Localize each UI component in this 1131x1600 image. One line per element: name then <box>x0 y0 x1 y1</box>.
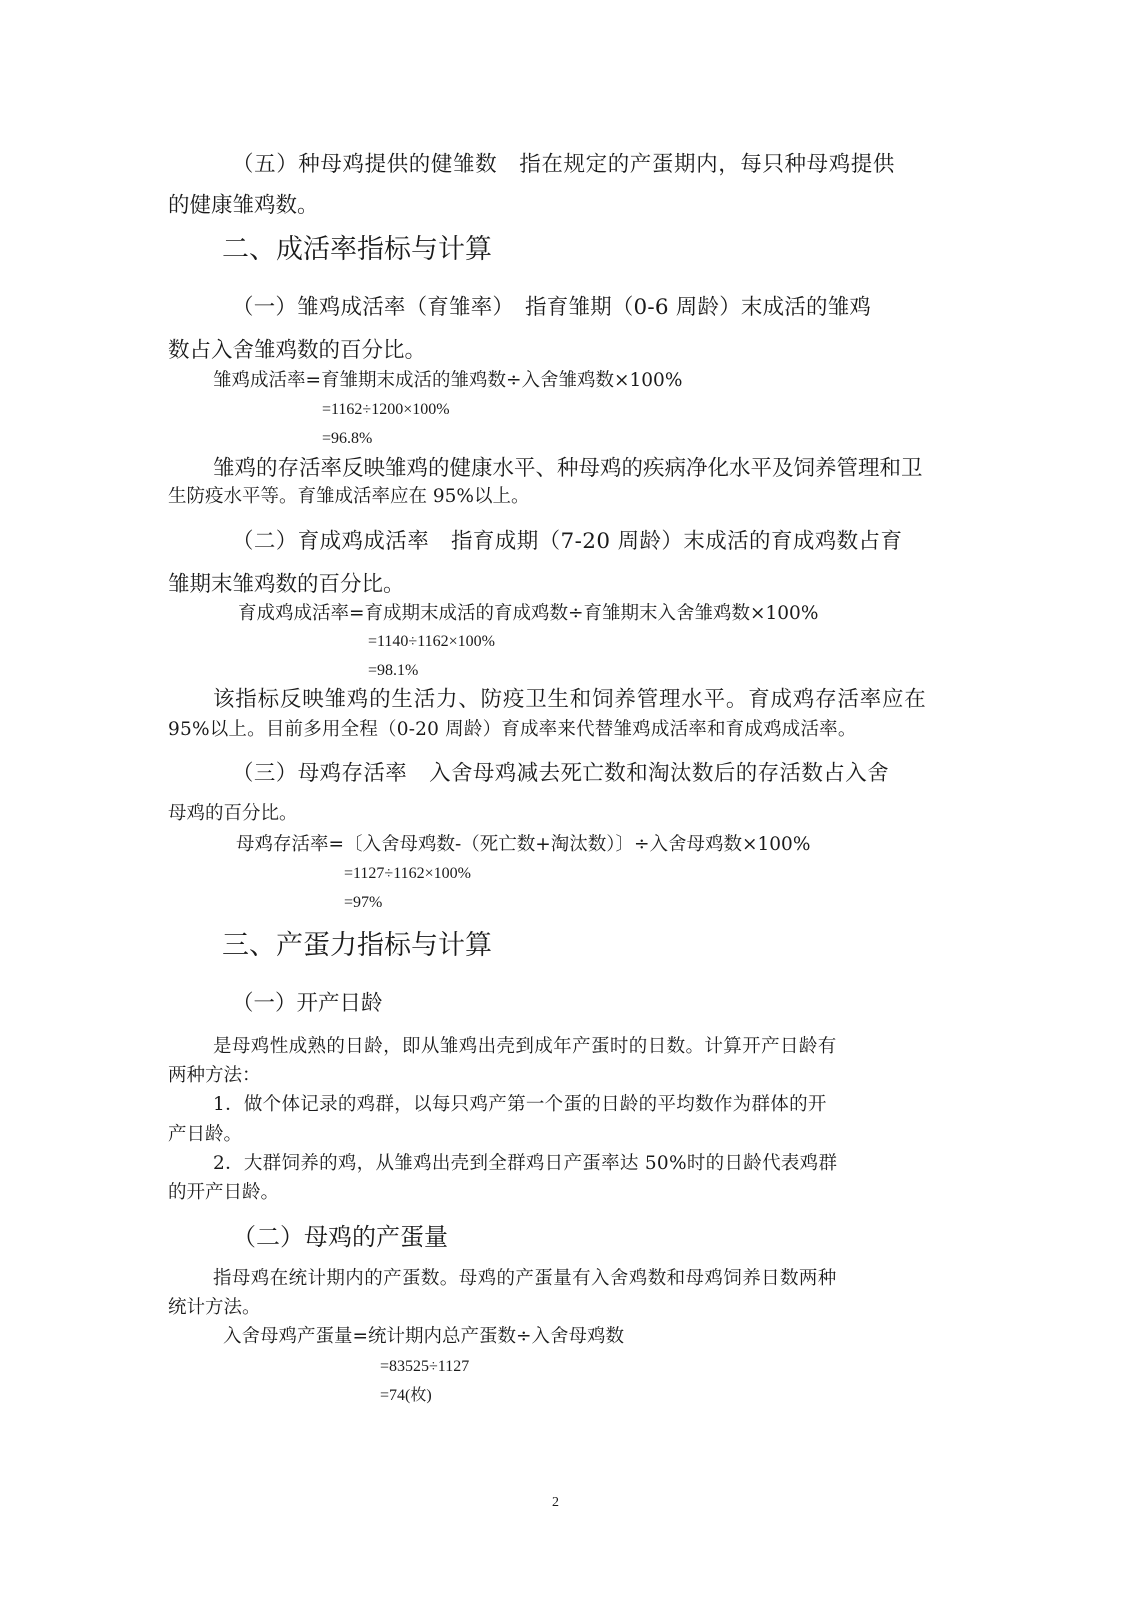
paragraph-line: 的健康雏鸡数。 <box>168 193 319 218</box>
formula-line: 入舍母鸡产蛋量=统计期内总产蛋数÷入舍母鸡数 <box>223 1326 625 1347</box>
paragraph-line: 是母鸡性成熟的日龄，即从雏鸡出壳到成年产蛋时的日数。计算开产日龄有 <box>213 1036 837 1057</box>
paragraph-line: 母鸡的百分比。 <box>168 803 298 824</box>
formula-line: =1162÷1200×100% <box>322 401 450 418</box>
subsection-heading: （一）开产日龄 <box>232 991 383 1016</box>
formula-line: =83525÷1127 <box>380 1358 470 1375</box>
paragraph-line: 该指标反映雏鸡的生活力、防疫卫生和饲养管理水平。育成鸡存活率应在 <box>213 687 927 712</box>
formula-line: 母鸡存活率=〔入舍母鸡数-（死亡数+淘汰数）〕÷入舍母鸡数×100% <box>236 834 811 855</box>
paragraph-line: 生防疫水平等。育雏成活率应在 95%以上。 <box>168 486 530 507</box>
paragraph-line: 雏鸡的存活率反映雏鸡的健康水平、种母鸡的疾病净化水平及饲养管理和卫 <box>213 456 923 481</box>
formula-line: =97% <box>344 894 383 911</box>
paragraph-line: 产日龄。 <box>168 1124 243 1145</box>
section-heading: 二、成活率指标与计算 <box>222 234 492 265</box>
subsection-heading: （二）母鸡的产蛋量 <box>232 1223 448 1251</box>
paragraph-line: 雏期末雏鸡数的百分比。 <box>168 572 405 597</box>
paragraph-line: 2．大群饲养的鸡，从雏鸡出壳到全群鸡日产蛋率达 50%时的日龄代表鸡群 <box>213 1153 838 1174</box>
formula-line: 育成鸡成活率=育成期末成活的育成鸡数÷育雏期末入舍雏鸡数×100% <box>238 603 819 624</box>
paragraph-line: （三）母鸡存活率 入舍母鸡减去死亡数和淘汰数后的存活数占入舍 <box>232 761 890 786</box>
paragraph-line: 指母鸡在统计期内的产蛋数。母鸡的产蛋量有入舍鸡数和母鸡饲养日数两种 <box>213 1268 837 1289</box>
paragraph-line: 的开产日龄。 <box>168 1182 280 1203</box>
formula-line: 雏鸡成活率=育雏期末成活的雏鸡数÷入舍雏鸡数×100% <box>213 370 683 391</box>
section-heading: 三、产蛋力指标与计算 <box>222 930 492 961</box>
paragraph-line: （二）育成鸡成活率 指育成期（7-20 周龄）末成活的育成鸡数占育 <box>232 529 903 554</box>
paragraph-line: 数占入舍雏鸡数的百分比。 <box>168 338 427 363</box>
formula-line: =74(枚) <box>380 1387 432 1404</box>
paragraph-line: 95%以上。目前多用全程（0-20 周龄）育成率来代替雏鸡成活率和育成鸡成活率。 <box>168 719 857 740</box>
paragraph-line: 两种方法： <box>168 1065 261 1086</box>
formula-line: =1127÷1162×100% <box>344 865 471 882</box>
paragraph-line: （五）种母鸡提供的健雏数 指在规定的产蛋期内，每只种母鸡提供 <box>232 152 896 177</box>
formula-line: =1140÷1162×100% <box>368 633 495 650</box>
paragraph-line: 统计方法。 <box>168 1297 261 1318</box>
page-number: 2 <box>552 1495 559 1510</box>
formula-line: =96.8% <box>322 430 373 447</box>
paragraph-line: （一）雏鸡成活率（育雏率） 指育雏期（0-6 周龄）末成活的雏鸡 <box>232 295 872 320</box>
formula-line: =98.1% <box>368 662 419 679</box>
paragraph-line: 1．做个体记录的鸡群，以每只鸡产第一个蛋的日龄的平均数作为群体的开 <box>213 1094 827 1115</box>
